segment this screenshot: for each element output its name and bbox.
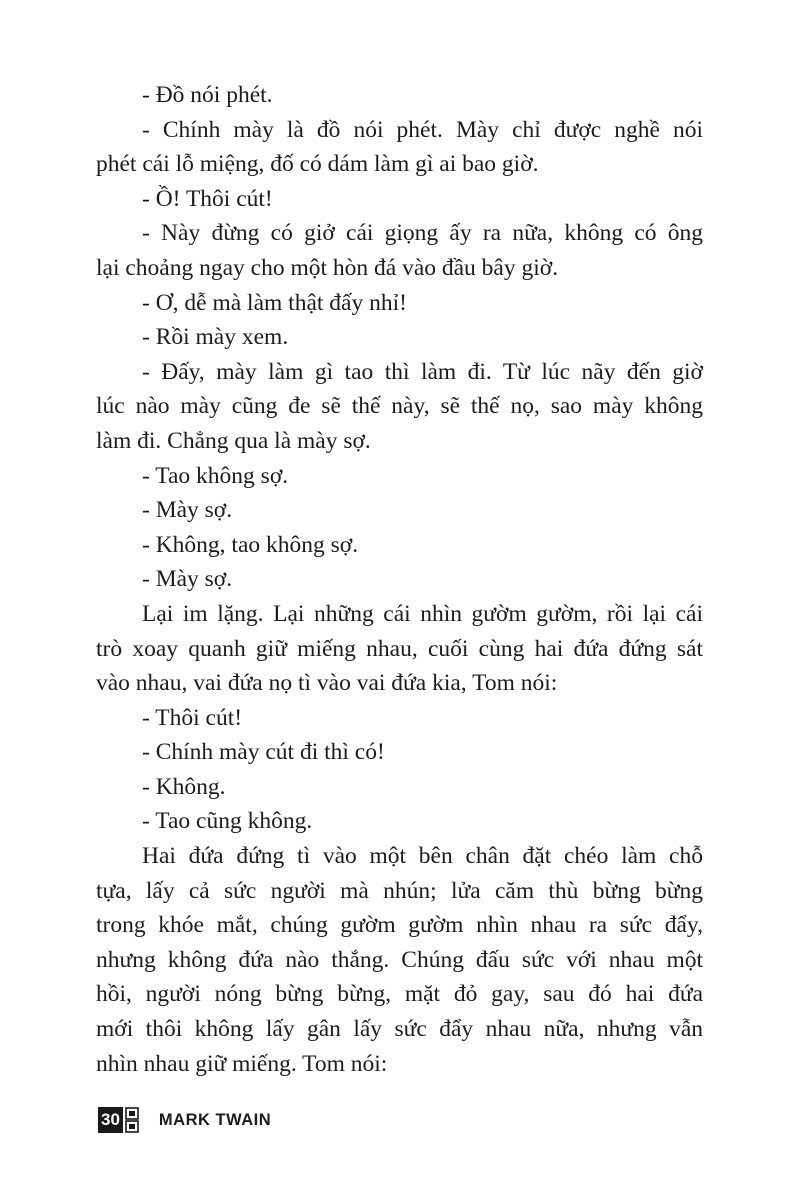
text-line: - Này đừng có giở cái giọng ấy ra nữa, không có ông [142, 220, 703, 247]
text-line: làm đi. Chẳng qua là mày sợ. [96, 427, 371, 454]
text-line: lúc nào mày cũng đe sẽ thế này, sẽ thế nọ, sao mày không [96, 393, 703, 420]
running-footer-author: MARK TWAIN [158, 1110, 272, 1129]
text-line: - Mày sợ. [142, 566, 233, 593]
text-line: - Đấy, mày làm gì tao thì làm đi. Từ lúc nãy đến giờ [142, 358, 703, 385]
text-line: trò xoay quanh giữ miếng nhau, cuối cùng hai đứa đứng sát [96, 635, 703, 662]
text-line: hồi, người nóng bừng bừng, mặt đỏ gay, sau đó hai đứa [96, 981, 703, 1008]
text-line: phét cái lỗ miệng, đố có dám làm gì ai bao giờ. [96, 151, 539, 178]
text-line: mới thôi không lấy gân lấy sức đẩy nhau nữa, nhưng vẫn [96, 1016, 703, 1043]
text-line: tựa, lấy cả sức người mà nhún; lửa căm thù bừng bừng [96, 877, 703, 904]
text-line: - Ơ, dễ mà làm thật đấy nhỉ! [142, 289, 407, 316]
ornament-icon [125, 1107, 139, 1133]
text-line: nhìn nhau giữ miếng. Tom nói: [96, 1050, 388, 1077]
text-line: - Ồ! Thôi cút! [142, 185, 273, 212]
text-line: - Chính mày cút đi thì có! [142, 739, 385, 766]
text-line: - Đồ nói phét. [142, 82, 273, 108]
body-text [96, 78, 703, 1081]
text-line: trong khóe mắt, chúng gườm gườm nhìn nhau ra sức đẩy, [96, 912, 703, 939]
text-line: vào nhau, vai đứa nọ tì vào vai đứa kia, Tom nói: [96, 670, 558, 697]
text-line: lại choảng ngay cho một hòn đá vào đầu bây giờ. [96, 254, 559, 281]
text-line: - Thôi cút! [142, 704, 243, 731]
page-number: 30 [98, 1107, 123, 1133]
text-line: - Không. [142, 773, 226, 800]
text-line: - Chính mày là đồ nói phét. Mày chỉ được nghề nói [142, 116, 703, 143]
text-line: nhưng không đứa nào thắng. Chúng đấu sức với nhau một [96, 946, 703, 973]
text-line: - Tao cũng không. [142, 808, 313, 835]
text-line: Hai đứa đứng tì vào một bên chân đặt chéo làm chỗ [142, 843, 703, 870]
text-line: Lại im lặng. Lại những cái nhìn gườm gườm, rồi lại cái [142, 600, 703, 627]
text-line: - Rồi mày xem. [142, 324, 289, 351]
text-line: - Không, tao không sợ. [142, 531, 359, 558]
text-line: - Tao không sợ. [142, 462, 289, 489]
text-line: - Mày sợ. [142, 497, 233, 524]
page-footer [98, 1107, 271, 1133]
